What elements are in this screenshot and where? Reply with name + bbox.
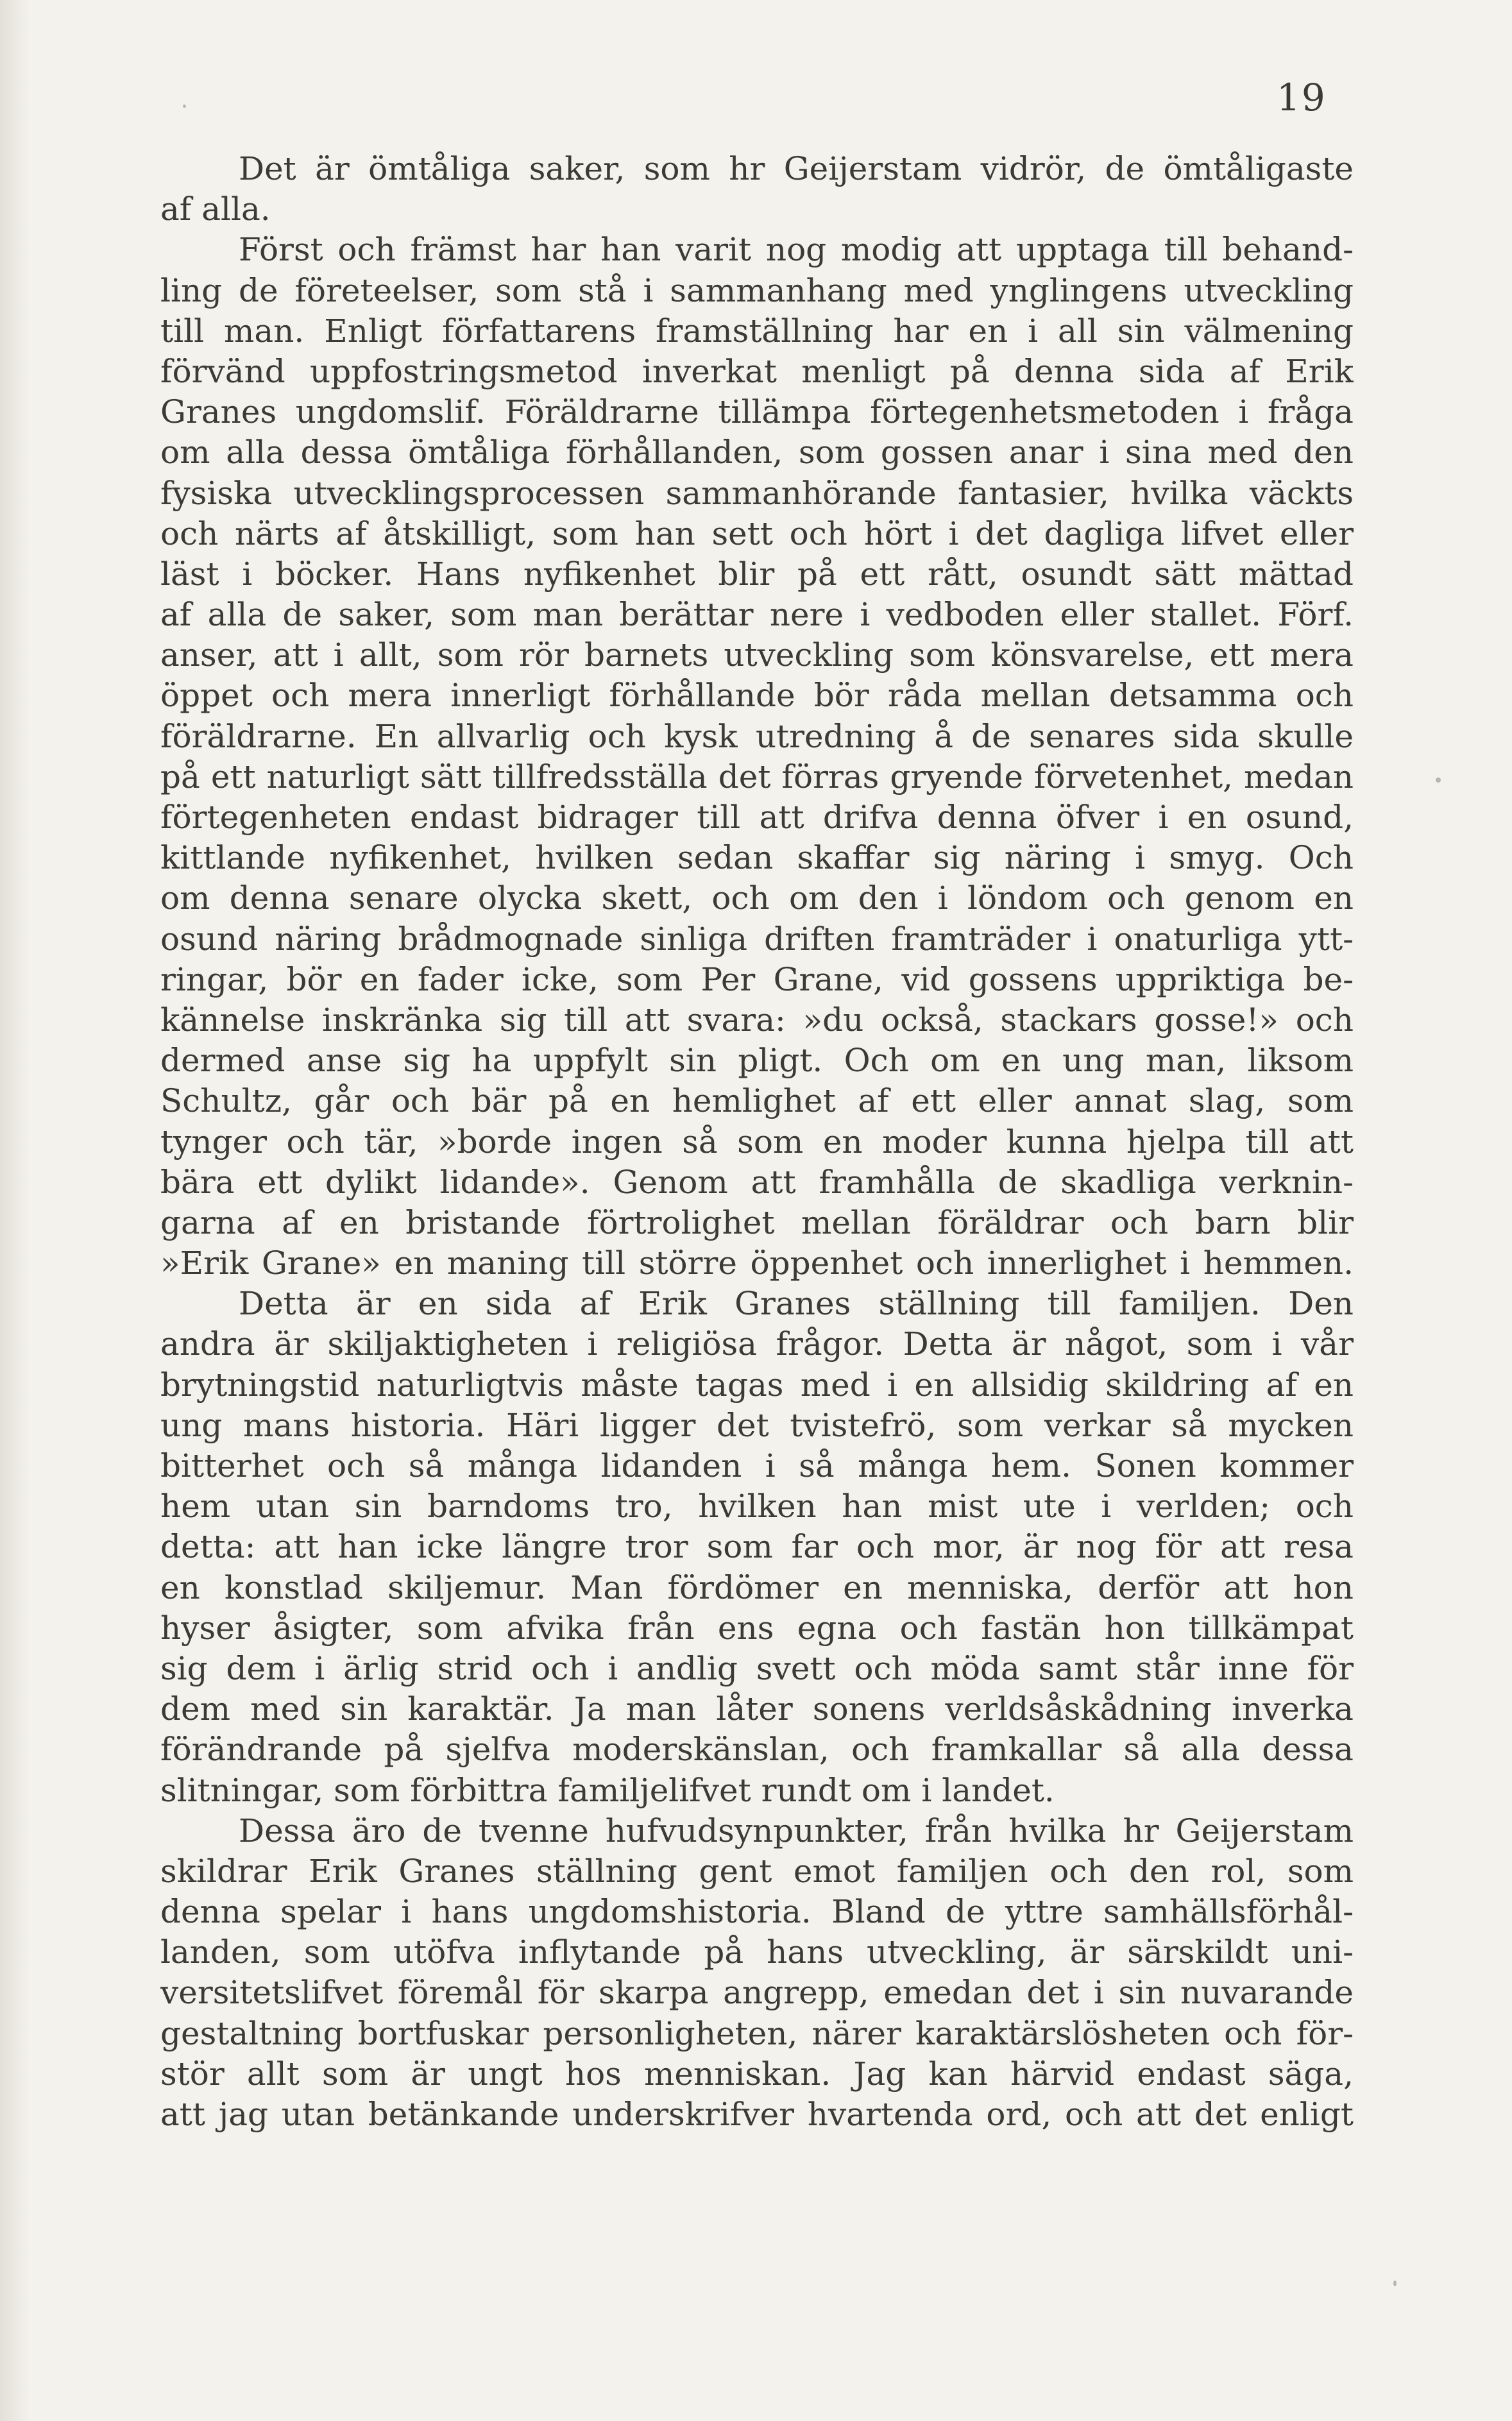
text-line: slitningar, som förbittra familjelifvet rundt om i landet. [160, 1771, 1055, 1809]
text-line: öppet och mera innerligt förhållande bör råda mellan detsamma och [160, 677, 1354, 715]
text-line: bära ett dylikt lidande». Genom att framhålla de skadliga verknin- [160, 1163, 1354, 1201]
text-line: af alla de saker, som man berättar nere i vedboden eller stallet. Förf. [160, 596, 1354, 634]
text-line: om alla dessa ömtåliga förhållanden, som gossen anar i sina med den [160, 434, 1354, 471]
text-line: Granes ungdomslif. Föräldrarne tillämpa förtegenhetsmetoden i fråga [160, 393, 1354, 431]
paper-speck [183, 105, 186, 108]
page-number: 19 [1277, 76, 1327, 119]
text-line: andra är skiljaktigheten i religiösa frågor. Detta är något, som i vår [160, 1325, 1354, 1363]
text-line: ling de företeelser, som stå i sammanhang med ynglingens utveckling [160, 271, 1354, 309]
text-line: af alla. [160, 191, 271, 228]
text-line: Först och främst har han varit nog modig att upptaga till behand- [239, 231, 1354, 269]
text-line: förtegenheten endast bidrager till att drifva denna öfver i en osund, [160, 799, 1354, 836]
text-line: att jag utan betänkande underskrifver hvartenda ord, och att det enligt [160, 2096, 1354, 2133]
text-line: brytningstid naturligtvis måste tagas med i en allsidig skildring af en [160, 1366, 1354, 1404]
text-line: hyser åsigter, som afvika från ens egna och fastän hon tillkämpat [160, 1609, 1354, 1647]
text-line: osund näring brådmognade sinliga driften framträder i onaturliga ytt- [160, 920, 1354, 958]
page-gutter-shadow [0, 0, 31, 2421]
text-line: Detta är en sida af Erik Granes ställning till familjen. Den [239, 1285, 1354, 1323]
paper-speck [1436, 777, 1441, 783]
text-line: förvänd uppfostringsmetod inverkat menligt på denna sida af Erik [160, 352, 1354, 390]
text-line: på ett naturligt sätt tillfredsställa det förras gryende förvetenhet, medan [160, 758, 1354, 795]
text-line: kännelse inskränka sig till att svara: »du också, stackars gosse!» och [160, 1001, 1354, 1039]
text-line: denna spelar i hans ungdomshistoria. Bland de yttre samhällsförhål- [160, 1893, 1354, 1931]
text-line: tynger och tär, »borde ingen så som en moder kunna hjelpa till att [160, 1123, 1354, 1160]
text-line: landen, som utöfva inflytande på hans utveckling, är särskildt uni- [160, 1933, 1354, 1971]
text-line: versitetslifvet föremål för skarpa angrepp, emedan det i sin nuvarande [160, 1974, 1354, 2012]
text-line: garna af en bristande förtrolighet mellan föräldrar och barn blir [160, 1203, 1354, 1241]
text-line: föräldrarne. En allvarlig och kysk utredning å de senares sida skulle [160, 717, 1354, 755]
text-line: ung mans historia. Häri ligger det tvistefrö, som verkar så mycken [160, 1406, 1354, 1444]
text-line: förändrande på sjelfva moderskänslan, och framkallar så alla dessa [160, 1731, 1354, 1769]
text-line: hem utan sin barndoms tro, hvilken han mist ute i verlden; och [160, 1488, 1354, 1525]
text-line: bitterhet och så många lidanden i så många hem. Sonen kommer [160, 1447, 1354, 1484]
text-line: anser, att i allt, som rör barnets utveckling som könsvarelse, ett mera [160, 636, 1354, 674]
text-line: och närts af åtskilligt, som han sett och hört i det dagliga lifvet eller [160, 514, 1354, 552]
text-line: dem med sin karaktär. Ja man låter sonens verldsåskådning inverka [160, 1690, 1354, 1728]
text-line: skildrar Erik Granes ställning gent emot familjen och den rol, som [160, 1852, 1354, 1890]
text-line: dermed anse sig ha uppfylt sin pligt. Och om en ung man, liksom [160, 1042, 1354, 1080]
text-line: en konstlad skiljemur. Man fördömer en menniska, derför att hon [160, 1568, 1354, 1606]
text-line: Schultz, går och bär på en hemlighet af ett eller annat slag, som [160, 1082, 1354, 1120]
text-line: kittlande nyfikenhet, hvilken sedan skaffar sig näring i smyg. Och [160, 839, 1354, 877]
text-line: till man. Enligt författarens framställning har en i all sin välmening [160, 312, 1354, 350]
text-line: Dessa äro de tvenne hufvudsynpunkter, från hvilka hr Geijerstam [239, 1812, 1354, 1849]
text-line: detta: att han icke längre tror som far och mor, är nog för att resa [160, 1528, 1354, 1566]
text-line: sig dem i ärlig strid och i andlig svett och möda samt står inne för [160, 1649, 1354, 1687]
text-line: gestaltning bortfuskar personligheten, närer karaktärslösheten och för- [160, 2014, 1354, 2052]
text-line: om denna senare olycka skett, och om den i löndom och genom en [160, 879, 1354, 917]
text-line: Det är ömtåliga saker, som hr Geijerstam vidrör, de ömtåligaste [239, 150, 1354, 187]
paper-speck [1393, 2281, 1397, 2286]
text-line: läst i böcker. Hans nyfikenhet blir på ett rått, osundt sätt mättad [160, 555, 1354, 593]
text-line: fysiska utvecklingsprocessen sammanhörande fantasier, hvilka väckts [160, 474, 1354, 512]
text-line: »Erik Grane» en maning till större öppenhet och innerlighet i hemmen. [160, 1244, 1354, 1282]
body-text [160, 149, 1354, 2135]
text-line: stör allt som är ungt hos menniskan. Jag kan härvid endast säga, [160, 2055, 1354, 2093]
text-line: ringar, bör en fader icke, som Per Grane, vid gossens uppriktiga be- [160, 960, 1354, 998]
